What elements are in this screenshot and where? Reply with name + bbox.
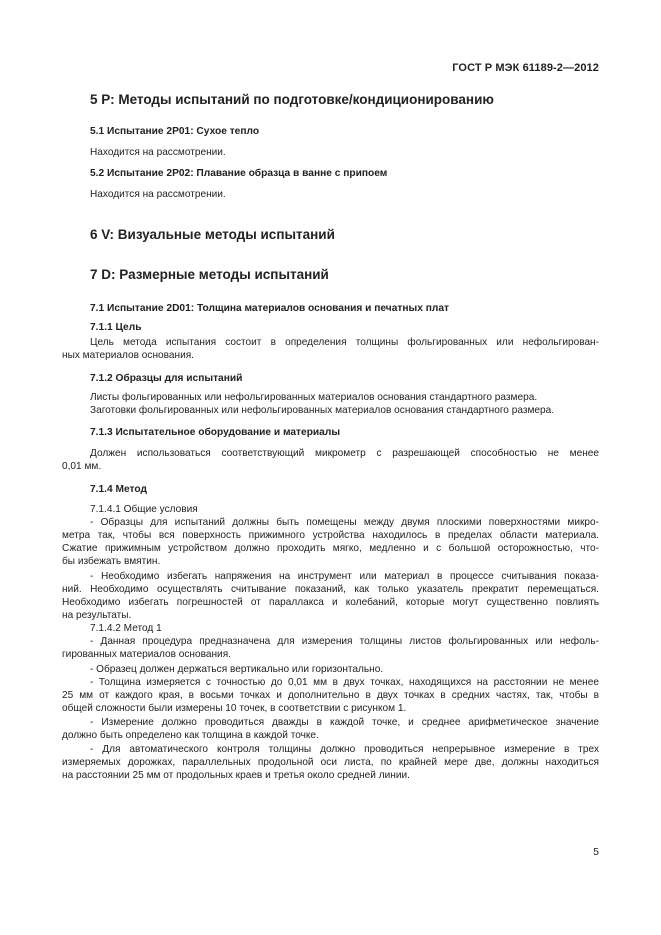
clause-7-1-2-heading: 7.1.2 Образцы для испытаний [90,373,243,384]
paragraph-line: - Образец должен держаться вертикально или горизонтально. [90,664,384,675]
subsection-5-1-text: Находится на рассмотрении. [90,147,226,158]
paragraph-line: Цель метода испытания состоит в определения толщины фольгированных или нефольгирован- [90,337,599,348]
paragraph-line: - Данная процедура предназначена для измерения толщины листов фольгированных или нефоль- [90,636,599,647]
paragraph-line: - Толщина измеряется с точностью до 0,01 мм в двух точках, находящихся на расстоянии не менее [90,677,599,688]
clause-7-1-3-heading: 7.1.3 Испытательное оборудование и материалы [90,427,341,438]
paragraph-line: - Необходимо избегать напряжения на инструмент или материал в процессе считывания показа- [90,571,599,582]
paragraph-line: Должен использоваться соответствующий микрометр с разрешающей способностью не менее [90,448,599,459]
paragraph-line: Необходимо избегать погрешностей от параллакса и колебаний, которые могут существенно повлиять [62,597,599,608]
paragraph-line: Сжатие прижимным устройством должно проходить мягко, медленно и с большой осторожностью, что- [62,543,599,554]
paragraph-line: должно быть определено как толщина в каждой точке. [62,730,319,741]
paragraph-line: - Для автоматического контроля толщины должно проводиться непрерывное измерение в трех [90,744,599,755]
paragraph-line: 0,01 мм. [62,461,102,472]
paragraph-line: гированных материалов основания. [62,649,231,660]
paragraph-line: Листы фольгированных или нефольгированных материалов основания стандартного размера. [90,392,538,403]
clause-7-1-4-heading: 7.1.4 Метод [90,484,147,495]
section-6-heading: 6 V: Визуальные методы испытаний [90,227,335,242]
document-header: ГОСТ Р МЭК 61189-2—2012 [452,62,599,74]
subsection-5-1-heading: 5.1 Испытание 2Р01: Сухое тепло [90,126,260,137]
paragraph-line: ных материалов основания. [62,350,194,361]
paragraph-line: на результаты. [62,610,132,621]
clause-7-1-1-heading: 7.1.1 Цель [90,322,142,333]
paragraph-line: - Образцы для испытаний должны быть помещены между двумя плоскими поверхностями микро- [90,517,599,528]
section-7-heading: 7 D: Размерные методы испытаний [90,267,329,282]
clause-7-1-4-1-heading: 7.1.4.1 Общие условия [90,504,198,515]
paragraph-line: ний. Необходимо осуществлять считывание показаний, как только указатель прекратит перемещаться. [62,584,599,595]
subsection-5-2-heading: 5.2 Испытание 2Р02: Плавание образца в ванне с припоем [90,168,388,179]
paragraph-line: Заготовки фольгированных или нефольгированных материалов основания стандартного размера. [90,405,555,416]
section-5-heading: 5 Р: Методы испытаний по подготовке/кондиционированию [90,92,494,107]
paragraph-line: измеряемых дорожках, параллельных продольной оси листа, по крайней мере две, должны находиться [62,757,599,768]
subsection-5-2-text: Находится на рассмотрении. [90,189,226,200]
page-number: 5 [593,846,599,858]
paragraph-line: общей сложности были измерены 10 точек, в соответствии с рисунком 1. [62,703,407,714]
subsection-7-1-heading: 7.1 Испытание 2D01: Толщина материалов основания и печатных плат [90,303,450,314]
paragraph-line: - Измерение должно проводиться дважды в каждой точке, и среднее арифметическое значение [90,717,599,728]
paragraph-line: на расстоянии 25 мм от продольных краев и третья около средней линии. [62,770,410,781]
paragraph-line: бы избежать вмятин. [62,556,161,567]
paragraph-line: метра так, чтобы вся поверхность прижимного устройства находилось в пределах области материала. [62,530,599,541]
paragraph-line: 25 мм от каждого края, в восьми точках и дополнительно в двух точках в средних частях, так, чтобы в [62,690,599,701]
clause-7-1-4-2-heading: 7.1.4.2 Метод 1 [90,623,162,634]
